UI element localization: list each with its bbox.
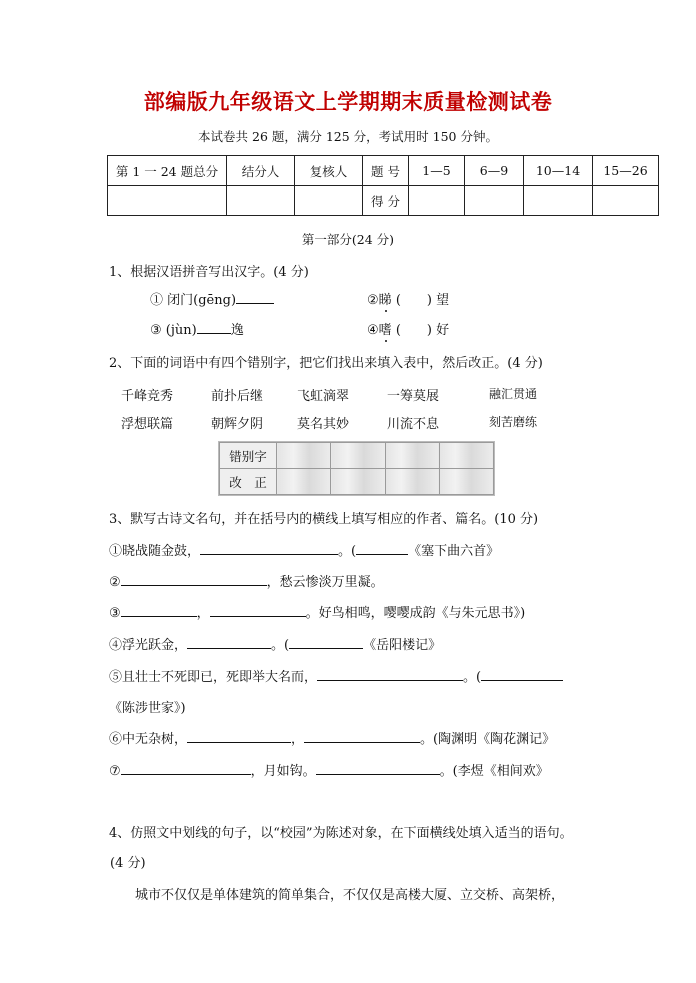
- line-text: ，: [291, 732, 305, 747]
- item-number: ①: [150, 293, 164, 308]
- answer-blank[interactable]: [210, 603, 306, 617]
- line-text: ⑤且壮士不死即已，死即举大名而，: [109, 670, 318, 685]
- word-item: 川流不息: [387, 417, 440, 432]
- item-text: 好: [436, 323, 450, 338]
- score-table-cell: 题 号: [363, 156, 409, 186]
- answer-blank[interactable]: [121, 572, 267, 586]
- item-number: ④: [367, 323, 379, 338]
- word-item: 飞虹滴翠: [297, 389, 350, 404]
- score-table-cell: 10—14: [524, 156, 593, 186]
- score-table-cell: 复核人: [295, 156, 363, 186]
- score-table-cell: 6—9: [465, 156, 524, 186]
- answer-blank[interactable]: [356, 541, 408, 555]
- score-table: [107, 155, 659, 216]
- item-text: 逸: [230, 323, 244, 338]
- q1-item-c: [150, 319, 244, 338]
- item-text: 望: [436, 293, 450, 308]
- answer-cell[interactable]: [439, 469, 493, 495]
- item-text: 闭门(gēng): [167, 293, 237, 308]
- score-table-cell: 1—5: [409, 156, 465, 186]
- score-table-cell: 第 1 一 24 题总分: [108, 156, 227, 186]
- word-item: 刻苦磨练: [489, 415, 538, 429]
- line-text: 《岳阳楼记》: [363, 638, 442, 653]
- q1-item-d: [367, 319, 449, 338]
- score-table-cell[interactable]: [409, 186, 465, 216]
- q1-item-a: [150, 289, 274, 308]
- q1-item-b: [367, 289, 449, 308]
- answer-cell[interactable]: [277, 469, 331, 495]
- correction-table: [218, 441, 495, 496]
- answer-blank[interactable]: [304, 729, 420, 743]
- answer-cell[interactable]: [277, 443, 331, 469]
- question-4-prompt: 4、仿照文中划线的句子，以“校园”为陈述对象，在下面横线处填入适当的语句。: [109, 826, 573, 841]
- q3-line-5b: 《陈涉世家》): [109, 701, 186, 716]
- score-table-cell: 结分人: [227, 156, 295, 186]
- line-text: 。(陶渊明《陶花渊记》: [420, 732, 556, 747]
- item-text: (jùn): [165, 323, 197, 338]
- line-text: ，愁云惨淡万里凝。: [266, 575, 384, 590]
- line-text: 。(: [338, 544, 357, 559]
- answer-blank[interactable]: [197, 320, 231, 334]
- q3-line-1: [109, 540, 499, 559]
- answer-paren[interactable]: ( ): [395, 323, 432, 338]
- table-label: 改 正: [220, 469, 277, 495]
- answer-cell[interactable]: [331, 443, 385, 469]
- line-text: 。(李煜《相间欢》: [439, 764, 549, 779]
- line-text: ⑥中无杂树，: [109, 732, 188, 747]
- line-text: ①晓战随金鼓，: [109, 544, 201, 559]
- score-table-cell[interactable]: [524, 186, 593, 216]
- q3-line-3: [109, 602, 525, 621]
- answer-blank[interactable]: [121, 761, 251, 775]
- item-number: ②: [367, 293, 379, 308]
- line-text: ⑦: [109, 764, 121, 779]
- line-text: 《塞下曲六首》: [408, 544, 500, 559]
- exam-instructions: 本试卷共 26 题，满分 125 分，考试用时 150 分钟。: [198, 129, 498, 144]
- word-item: 一筹莫展: [387, 389, 440, 404]
- dotted-char: 嗜: [379, 319, 392, 338]
- word-item: 前扑后继: [211, 389, 264, 404]
- line-text: 。(: [463, 670, 482, 685]
- item-number: ③: [150, 323, 162, 338]
- word-item: 千峰竞秀: [121, 389, 174, 404]
- word-item: 浮想联篇: [121, 417, 174, 432]
- answer-cell[interactable]: [385, 469, 439, 495]
- question-2-prompt: 2、下面的词语中有四个错别字，把它们找出来填入表中，然后改正。(4 分): [109, 356, 543, 371]
- answer-blank[interactable]: [289, 635, 363, 649]
- answer-paren[interactable]: ( ): [395, 293, 432, 308]
- answer-blank[interactable]: [481, 667, 563, 681]
- answer-blank[interactable]: [187, 729, 291, 743]
- answer-cell[interactable]: [331, 469, 385, 495]
- answer-cell[interactable]: [385, 443, 439, 469]
- q4-passage: 城市不仅仅是单体建筑的简单集合，不仅仅是高楼大厦、立交桥、高架桥，: [135, 888, 565, 903]
- q3-line-4: [109, 634, 441, 653]
- word-item: 莫名其妙: [297, 417, 350, 432]
- line-text: ②: [109, 575, 121, 590]
- word-item: 融汇贯通: [489, 387, 538, 401]
- dotted-char: 睇: [379, 289, 392, 308]
- score-table-cell[interactable]: [108, 186, 227, 216]
- question-3-prompt: 3、默写古诗文名句，并在括号内的横线上填写相应的作者、篇名。(10 分): [109, 512, 539, 527]
- q3-line-7: [109, 760, 549, 779]
- answer-blank[interactable]: [200, 541, 338, 555]
- question-4-points: (4 分): [110, 856, 146, 871]
- line-text: ④浮光跃金，: [109, 638, 188, 653]
- q3-line-2: [109, 571, 384, 590]
- score-table-cell[interactable]: [465, 186, 524, 216]
- line-text: ，: [196, 606, 210, 621]
- line-text: ，月如钩。: [250, 764, 316, 779]
- line-text: 。(: [271, 638, 290, 653]
- score-table-cell[interactable]: [295, 186, 363, 216]
- q3-line-6: [109, 728, 555, 747]
- table-label: 错别字: [220, 443, 277, 469]
- q3-line-5: [109, 666, 563, 685]
- question-1-prompt: 1、根据汉语拼音写出汉字。(4 分): [109, 265, 309, 280]
- answer-blank[interactable]: [121, 603, 197, 617]
- answer-blank[interactable]: [187, 635, 271, 649]
- score-table-cell: 得 分: [363, 186, 409, 216]
- answer-cell[interactable]: [439, 443, 493, 469]
- word-item: 朝辉夕阴: [211, 417, 264, 432]
- score-table-cell[interactable]: [227, 186, 295, 216]
- part-one-heading: 第一部分(24 分): [301, 232, 395, 247]
- answer-blank[interactable]: [236, 290, 274, 304]
- answer-blank[interactable]: [317, 667, 463, 681]
- score-table-cell[interactable]: [593, 186, 659, 216]
- line-text: ③: [109, 606, 121, 621]
- score-table-cell: 15—26: [593, 156, 659, 186]
- answer-blank[interactable]: [316, 761, 440, 775]
- line-text: 。好鸟相鸣，嘤嘤成韵《与朱元思书》): [305, 606, 526, 621]
- exam-title: 部编版九年级语文上学期期末质量检测试卷: [143, 90, 553, 114]
